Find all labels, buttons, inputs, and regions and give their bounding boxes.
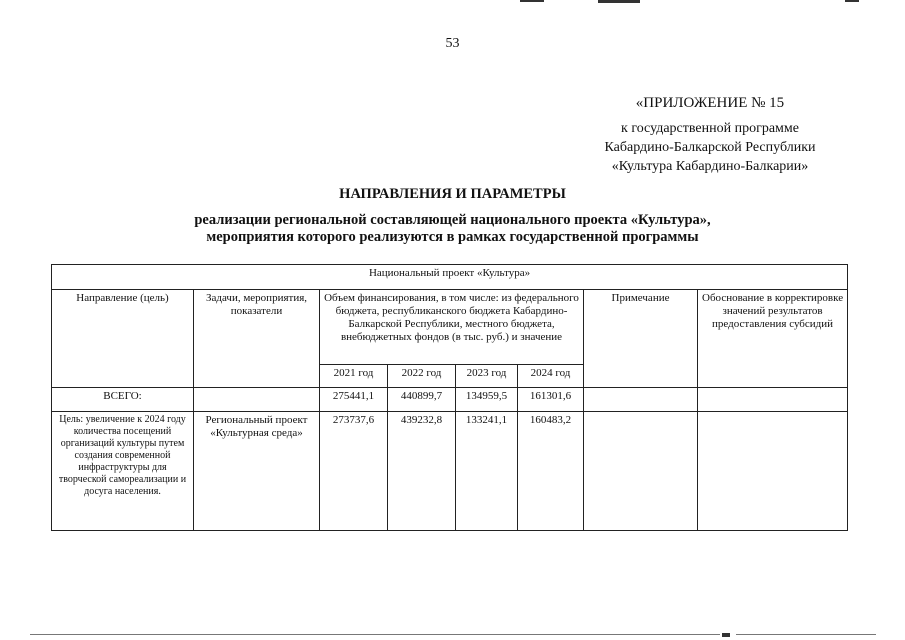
total-row [52, 388, 848, 412]
year-header: 2023 год [456, 365, 518, 388]
task-cell: Региональный проект «Культурная среда» [194, 412, 320, 531]
scan-artifact [722, 633, 730, 637]
header-tasks: Задачи, мероприятия, показатели [194, 290, 320, 388]
goal-cell: Цель: увеличение к 2024 году количества посещений организаций культуры путем создания современной инфраструктуры для творческой самореализации и досуга населения. [52, 412, 194, 531]
total-justification-cell [698, 388, 848, 412]
total-value: 275441,1 [320, 388, 388, 412]
total-value: 134959,5 [456, 388, 518, 412]
subtitle-line: мероприятия которого реализуются в рамках государственной программы [206, 229, 699, 245]
header-finance: Объем финансирования, в том числе: из федерального бюджета, республиканского бюджета Кабардино-Балкарской Республики, местного бюджета, внебюджетных фондов (в тыс. руб.) и значение [320, 290, 584, 365]
document-subtitle [0, 212, 905, 246]
scan-artifact [736, 634, 876, 635]
parameters-table [51, 264, 848, 531]
appendix-line: к государственной программе [621, 121, 799, 136]
header-note: Примечание [584, 290, 698, 388]
appendix-title: «ПРИЛОЖЕНИЕ № 15 [635, 95, 785, 111]
total-task-cell [194, 388, 320, 412]
year-header: 2022 год [388, 365, 456, 388]
justification-cell [698, 412, 848, 531]
year-header: 2021 год [320, 365, 388, 388]
year-header: 2024 год [518, 365, 584, 388]
total-note-cell [584, 388, 698, 412]
total-label: ВСЕГО: [52, 388, 194, 412]
value-cell: 273737,6 [320, 412, 388, 531]
note-cell [584, 412, 698, 531]
header-direction: Направление (цель) [52, 290, 194, 388]
value-cell: 439232,8 [388, 412, 456, 531]
total-value: 161301,6 [518, 388, 584, 412]
page-number: 53 [445, 36, 460, 51]
scan-artifact [845, 0, 859, 2]
table-row [52, 412, 848, 531]
total-value: 440899,7 [388, 388, 456, 412]
scan-artifact [598, 0, 640, 3]
document-title: НАПРАВЛЕНИЯ И ПАРАМЕТРЫ [339, 186, 566, 202]
subtitle-line: реализации региональной составляющей национального проекта «Культура», [194, 212, 711, 228]
scan-artifact [30, 634, 720, 635]
value-cell: 133241,1 [456, 412, 518, 531]
header-justification: Обоснование в корректировке значений результатов предоставления субсидий [698, 290, 848, 388]
appendix-line: «Культура Кабардино-Балкарии» [611, 159, 809, 174]
value-cell: 160483,2 [518, 412, 584, 531]
scan-artifact [520, 0, 544, 2]
project-header: Национальный проект «Культура» [52, 265, 848, 290]
appendix-block [560, 94, 860, 176]
appendix-line: Кабардино-Балкарской Республики [604, 140, 816, 155]
